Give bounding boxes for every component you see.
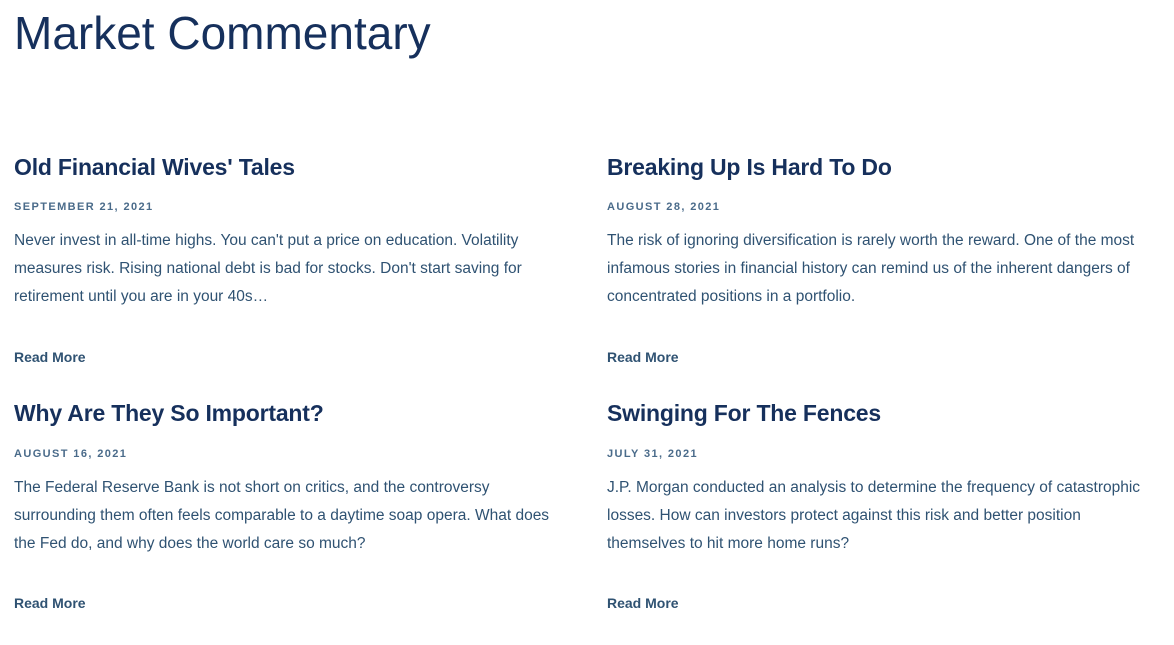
read-more-link[interactable]: Read More	[607, 595, 679, 612]
read-more-link[interactable]: Read More	[14, 348, 86, 365]
post-date: JULY 31, 2021	[607, 447, 698, 460]
post-title[interactable]: Breaking Up Is Hard To Do	[607, 153, 892, 180]
read-more-link[interactable]: Read More	[14, 595, 86, 612]
post-title[interactable]: Swinging For The Fences	[607, 399, 881, 426]
post-grid	[14, 153, 1160, 645]
post-excerpt: Never invest in all-time highs. You can't put a price on education. Volatility measures risk. Rising national debt is bad for stocks. Don't start saving for retirement until you are in your 40s…	[14, 232, 522, 306]
post-title[interactable]: Old Financial Wives' Tales	[14, 153, 295, 180]
post-excerpt: J.P. Morgan conducted an analysis to determine the frequency of catastrophic losses. How can investors protect against this risk and better position themselves to hit more home runs?	[607, 478, 1141, 552]
post-card	[607, 399, 1155, 645]
page-title: Market Commentary	[14, 7, 431, 59]
post-date: SEPTEMBER 21, 2021	[14, 201, 154, 214]
post-date: AUGUST 16, 2021	[14, 447, 128, 460]
post-excerpt: The risk of ignoring diversification is rarely worth the reward. One of the most infamous stories in financial history can remind us of the inherent dangers of concentrated positions in a portfolio.	[607, 232, 1135, 306]
post-date: AUGUST 28, 2021	[607, 201, 721, 214]
post-card	[14, 153, 562, 399]
post-excerpt: The Federal Reserve Bank is not short on critics, and the controversy surrounding them often feels comparable to a daytime soap opera. What does the Fed do, and why does the world care so much?	[14, 478, 550, 552]
post-card	[607, 153, 1155, 399]
post-card	[14, 399, 562, 645]
read-more-link[interactable]: Read More	[607, 348, 679, 365]
post-title[interactable]: Why Are They So Important?	[14, 399, 324, 426]
